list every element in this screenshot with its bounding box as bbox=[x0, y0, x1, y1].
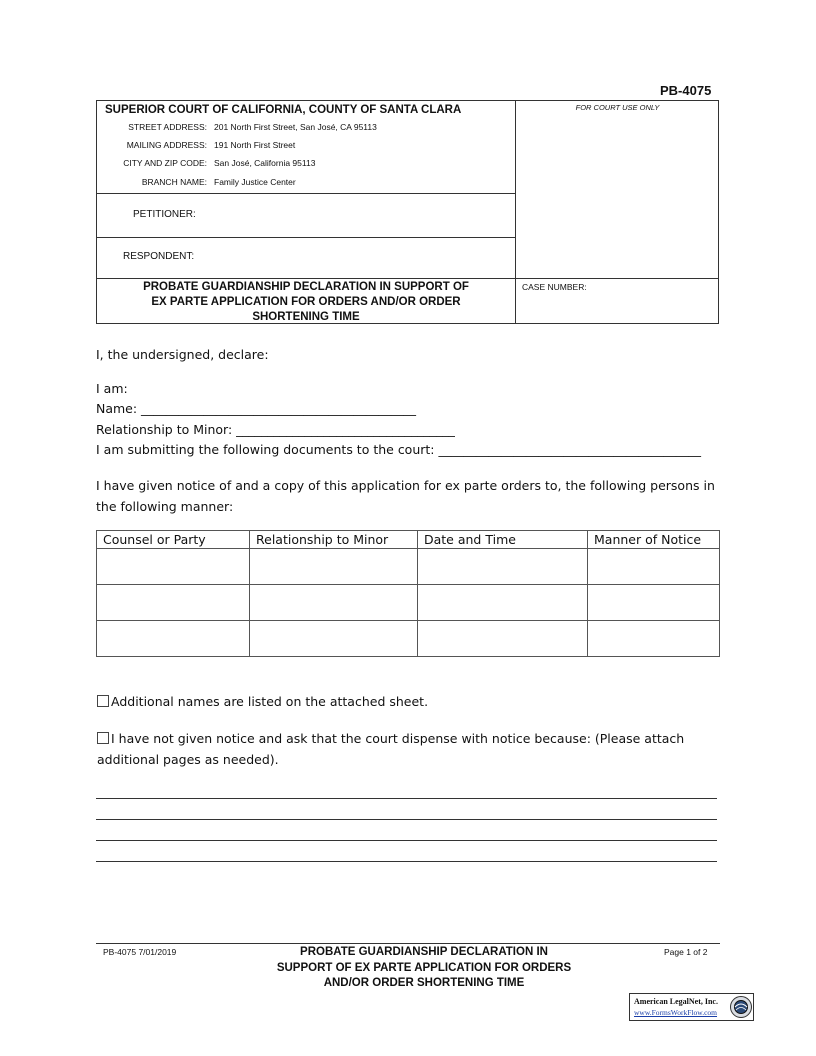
explanation-line[interactable] bbox=[96, 840, 717, 841]
additional-names-option bbox=[97, 694, 428, 709]
notice-paragraph: I have given notice of and a copy of this application for ex parte orders to, the following persons in the following manner: bbox=[96, 478, 715, 514]
relationship-field[interactable]: Relationship to Minor: ___________________________________ bbox=[96, 422, 455, 437]
table-header-row bbox=[97, 531, 720, 549]
divider bbox=[97, 193, 515, 194]
footer-title-line: SUPPORT OF EX PARTE APPLICATION FOR ORDERS bbox=[276, 961, 572, 974]
table-cell[interactable] bbox=[97, 549, 250, 585]
column-header: Relationship to Minor bbox=[250, 531, 418, 549]
additional-names-label: Additional names are listed on the attached sheet. bbox=[111, 694, 429, 709]
column-header: Counsel or Party bbox=[97, 531, 250, 549]
title-line: PROBATE GUARDIANSHIP DECLARATION IN SUPPORT OF bbox=[143, 281, 469, 293]
footer-title-line: PROBATE GUARDIANSHIP DECLARATION IN bbox=[300, 946, 548, 958]
column-header: Manner of Notice bbox=[588, 531, 720, 549]
table-cell[interactable] bbox=[418, 621, 588, 657]
table-cell[interactable] bbox=[97, 621, 250, 657]
column-header: Date and Time bbox=[418, 531, 588, 549]
table-cell[interactable] bbox=[418, 549, 588, 585]
street-address-label: STREET ADDRESS: bbox=[128, 122, 207, 132]
footer-form-code: PB-4075 7/01/2019 bbox=[103, 947, 177, 957]
declare-text: I, the undersigned, declare: bbox=[96, 347, 269, 362]
branch-name-row bbox=[97, 177, 515, 189]
court-name: SUPERIOR COURT OF CALIFORNIA, COUNTY OF SANTA CLARA bbox=[105, 104, 462, 116]
table-cell[interactable] bbox=[250, 621, 418, 657]
form-number: PB-4075 bbox=[660, 83, 712, 98]
table-row bbox=[97, 585, 720, 621]
name-field[interactable]: Name: ____________________________________________ bbox=[96, 401, 417, 416]
caption-box bbox=[96, 100, 719, 324]
title-line: EX PARTE APPLICATION FOR ORDERS AND/OR ORDER bbox=[151, 296, 461, 308]
mailing-address-label: MAILING ADDRESS: bbox=[126, 140, 207, 150]
footer-title bbox=[236, 945, 612, 992]
street-address-value: 201 North First Street, San José, CA 95113 bbox=[214, 122, 377, 132]
branch-name-label: BRANCH NAME: bbox=[141, 177, 207, 187]
footer-title-line: AND/OR ORDER SHORTENING TIME bbox=[323, 977, 525, 989]
publisher-badge bbox=[629, 993, 754, 1021]
divider bbox=[97, 237, 515, 238]
table-cell[interactable] bbox=[418, 585, 588, 621]
footer-rule bbox=[96, 943, 720, 944]
explanation-line[interactable] bbox=[96, 798, 717, 799]
i-am-text: I am: bbox=[96, 381, 128, 396]
documents-field[interactable]: I am submitting the following documents to the court: __________________________________________ bbox=[96, 442, 701, 457]
no-notice-option bbox=[97, 729, 721, 770]
page-number: Page 1 of 2 bbox=[664, 947, 708, 957]
table-cell[interactable] bbox=[588, 621, 720, 657]
explanation-line[interactable] bbox=[96, 819, 717, 820]
city-zip-label: CITY AND ZIP CODE: bbox=[123, 158, 207, 168]
petitioner-label: PETITIONER: bbox=[133, 209, 196, 220]
table-cell[interactable] bbox=[250, 585, 418, 621]
table-cell[interactable] bbox=[588, 549, 720, 585]
title-line: SHORTENING TIME bbox=[252, 311, 360, 323]
city-zip-row bbox=[97, 158, 515, 170]
globe-logo-icon bbox=[729, 995, 753, 1019]
publisher-link[interactable]: www.FormsWorkFlow.com bbox=[634, 1008, 718, 1017]
no-notice-label: I have not given notice and ask that the court dispense with notice because: (Please attach additional pages as needed). bbox=[97, 731, 685, 767]
notice-table bbox=[96, 530, 720, 657]
explanation-line[interactable] bbox=[96, 861, 717, 862]
table-row bbox=[97, 621, 720, 657]
court-use-only-label: FOR COURT USE ONLY bbox=[575, 103, 660, 112]
publisher-name: American LegalNet, Inc. bbox=[634, 997, 718, 1006]
table-row bbox=[97, 549, 720, 585]
caption-divider bbox=[515, 101, 516, 324]
mailing-address-row bbox=[97, 140, 515, 152]
case-number-label: CASE NUMBER: bbox=[522, 282, 587, 292]
mailing-address-value: 191 North First Street bbox=[214, 140, 296, 150]
table-cell[interactable] bbox=[97, 585, 250, 621]
additional-names-checkbox[interactable] bbox=[97, 695, 109, 707]
street-address-row bbox=[97, 122, 515, 134]
branch-name-value: Family Justice Center bbox=[214, 177, 296, 187]
no-notice-checkbox[interactable] bbox=[97, 732, 109, 744]
respondent-label: RESPONDENT: bbox=[123, 251, 195, 262]
table-cell[interactable] bbox=[588, 585, 720, 621]
divider bbox=[97, 278, 719, 279]
table-cell[interactable] bbox=[250, 549, 418, 585]
document-title bbox=[97, 280, 515, 325]
city-zip-value: San José, California 95113 bbox=[214, 158, 316, 168]
